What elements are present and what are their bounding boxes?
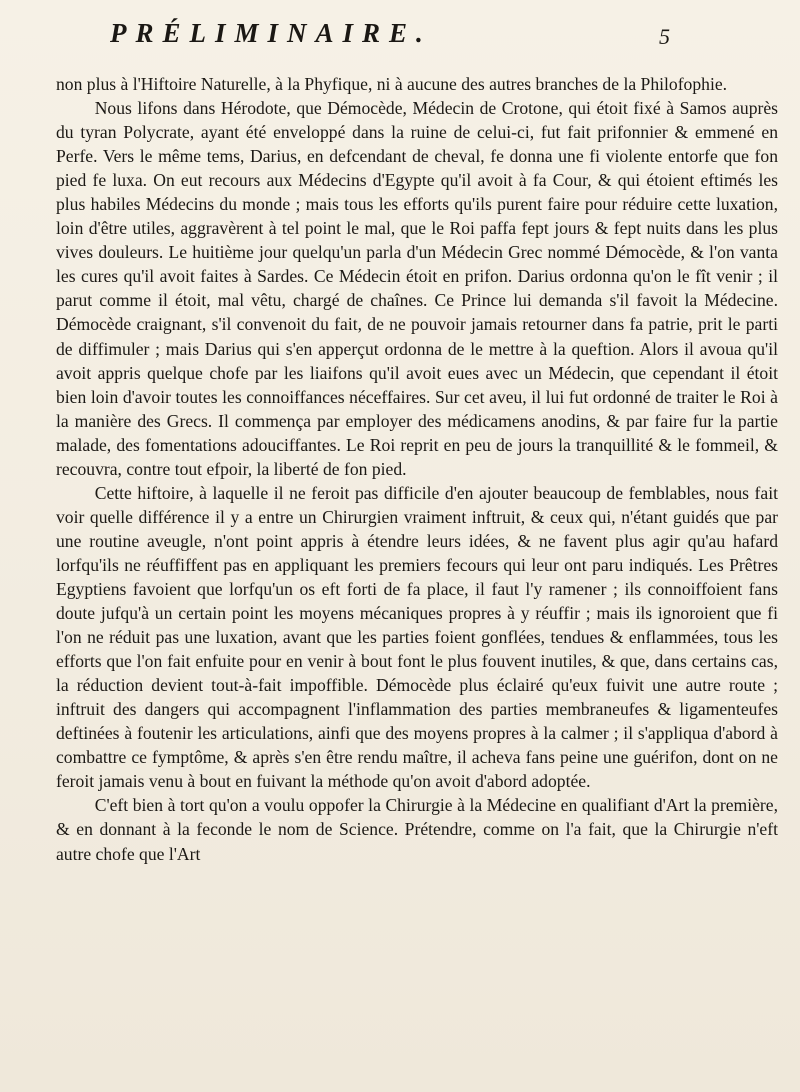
paragraph-story-lesson: Cette hiftoire, à laquelle il ne feroit pas difficile d'en ajouter beaucoup de femblables, nous fait voir quelle différence il y a entre un Chirurgien vraiment inftruit, & ceux qui, n'étant guidés que par une routine aveugle, n'ont point appris à étendre leurs idées, & ne favent plus agir qu'au hafard lorfqu'ils ne réuffiffent pas en appliquant les premiers fecours qui leur ont paru indiqués. Les Prêtres Egyptiens favoient que lorfqu'un os eft forti de fa place, il faut l'y ramener ; ils connoiffoient fans doute jufqu'à un certain point les moyens mécaniques propres à y réuffir ; mais ils ignoroient que fi l'on ne réduit pas une luxation, avant que les parties foient gonflées, tendues & enflammées, tous les efforts que l'on fait enfuite pour en venir à bout font le plus fouvent inutiles, & que, dans certains cas, la réduction devient tout-à-fait impoffible. Démocède plus éclairé qu'eux fuivit une autre route ; inftruit des dangers qui accompagnent l'inflammation des parties membraneufes & ligamenteufes deftinées à foutenir les articulations, ainfi que des moyens propres à la calmer ; il s'appliqua d'abord à combattre ce fymptôme, & après s'en être rendu maître, il acheva fans peine une guérifon, dont on ne feroit jamais venu à bout en fuivant la méthode qu'on avoit d'abord adoptée.	[56, 482, 778, 792]
paragraph-democedes-story: Nous lifons dans Hérodote, que Démocède, Médecin de Crotone, qui étoit fixé à Samos auprès du tyran Polycrate, ayant été enveloppé dans la ruine de celui-ci, fut fait prifonnier & emmené en Perfe. Vers le même tems, Darius, en defcendant de cheval, fe donna une fi violente entorfe que fon pied fe luxa. On eut recours aux Médecins d'Egypte qu'il avoit à fa Cour, & qui étoient eftimés les plus habiles Médecins du monde ; mais tous les efforts qu'ils purent faire pour réduire cette luxation, loin d'être utiles, aggravèrent à tel point le mal, que le Roi paffa fept jours & fept nuits dans les plus vives douleurs. Le huitième jour quelqu'un parla d'un Médecin Grec nommé Démocède, & l'on vanta les cures qu'il avoit faites à Sardes. Ce Médecin étoit en prifon. Darius ordonna qu'on le fît venir ; il parut comme il étoit, mal vêtu, chargé de chaînes. Ce Prince lui demanda s'il favoit la Médecine. Démocède craignant, s'il convenoit du fait, de ne pouvoir jamais retourner dans fa patrie, prit le parti de diffimuler ; mais Darius qui s'en apperçut ordonna de le mettre à la queftion. Alors il avoua qu'il avoit appris quelque chofe par les liaifons qu'il avoit eues avec un Médecin, que cependant il étoit bien loin d'avoir toutes les connoiffances néceffaires. Sur cet aveu, il lui fut ordonné de traiter le Roi à la manière des Grecs. Il commença par employer des médicamens anodins, & par faire fur la partie malade, des fomentations adouciffantes. Le Roi reprit en peu de jours la tranquillité & le fommeil, & recouvra, contre tout efpoir, la liberté de fon pied.	[56, 98, 778, 479]
body-text	[56, 72, 778, 866]
running-title: PRÉLIMINAIRE.	[110, 18, 432, 48]
page-header	[110, 18, 670, 58]
paragraph-continuation: non plus à l'Hiftoire Naturelle, à la Phyfique, ni à aucune des autres branches de la Philofophie.	[56, 74, 728, 94]
page-number: 5	[659, 24, 670, 49]
paragraph-surgery-vs-medicine: C'eft bien à tort qu'on a voulu oppofer la Chirurgie à la Médecine en qualifiant d'Art la première, & en donnant à la feconde le nom de Science. Prétendre, comme on l'a fait, que la Chirurgie n'eft autre chofe que l'Art	[56, 795, 778, 864]
